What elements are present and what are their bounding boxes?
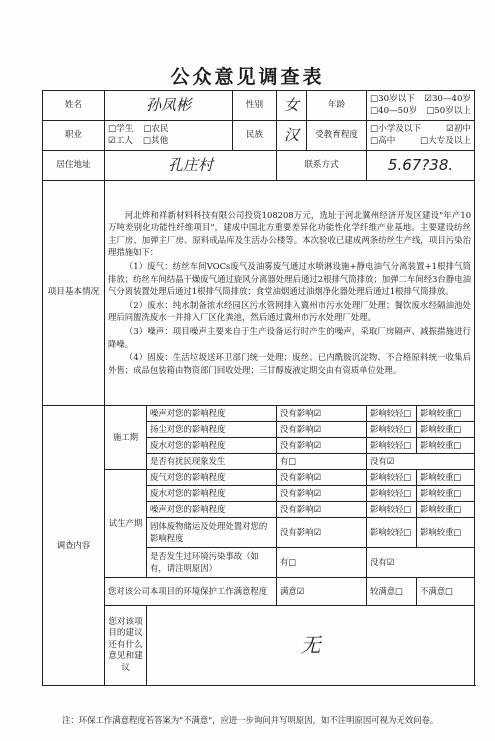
name-field[interactable]: 孙凤彬 [105, 91, 233, 121]
edu-option-primary[interactable]: □小学及以下 [370, 123, 422, 134]
question-cell: 固体废物储运及处理处置对您的影响程度 [147, 518, 277, 548]
question-cell: 废水对您的影响程度 [147, 486, 277, 502]
answer-option-none[interactable]: 没有影响☑ [277, 406, 367, 422]
answer-option-light[interactable]: 影响较轻□ [367, 470, 417, 486]
job-option-other[interactable]: □其他 [142, 135, 169, 146]
answer-option-heavy[interactable]: 影响较重□ [417, 422, 475, 438]
job-options[interactable] [105, 121, 233, 151]
trial-period-label: 试生产期 [105, 470, 147, 578]
satisfaction-option-unsatisfied[interactable]: 不满意□ [417, 578, 475, 606]
answer-option-none[interactable]: 没有影响☑ [277, 438, 367, 454]
job-option-student[interactable]: □学生 [108, 123, 134, 134]
answer-option-heavy[interactable]: 影响较重□ [417, 406, 475, 422]
footnote: 注：环保工作满意程度若答案为"不满意"，应进一步询问并写明原因，如不注明原因可视为无效问卷。 [62, 715, 439, 725]
project-paragraph: （3）噪声：项目噪声主要来自于生产设备运行时产生的噪声，采取厂房隔声、减振措施进行降噪。 [108, 326, 472, 349]
ethnic-field[interactable]: 汉 [277, 121, 307, 151]
edu-option-senior[interactable]: □高中 [370, 135, 396, 146]
name-label: 姓名 [43, 91, 105, 121]
answer-option-light[interactable]: 影响较轻□ [367, 502, 417, 518]
age-options[interactable] [367, 91, 475, 121]
edu-option-college[interactable]: □大专及以上 [419, 135, 472, 146]
survey-form [42, 90, 475, 686]
project-paragraph: （2）废水：纯水制备浓水经园区污水管网排入冀州市污水处理厂处理；餐饮废水经隔油池处理后同盥洗废水一并排入厂区化粪池，然后通过冀州市污水处理厂处理。 [108, 299, 472, 323]
answer-option-heavy[interactable]: 影响较重□ [417, 438, 475, 454]
answer-option-no[interactable]: 没有☑ [367, 548, 475, 578]
question-cell: 是否发生过环境污染事故（如有，请注明原因） [147, 548, 277, 578]
ethnic-label: 民族 [233, 121, 277, 151]
edu-option-junior[interactable]: ☑初中 [446, 123, 472, 134]
construction-period-label: 施工期 [105, 406, 147, 470]
age-label: 年龄 [307, 91, 367, 121]
answer-option-heavy[interactable]: 影响较重□ [417, 518, 475, 548]
answer-option-light[interactable]: 影响较轻□ [367, 438, 417, 454]
answer-option-heavy[interactable]: 影响较重□ [417, 470, 475, 486]
job-option-worker[interactable]: ☑工人 [108, 135, 133, 146]
question-cell: 扬尘对您的影响程度 [147, 422, 277, 438]
project-info-text [105, 181, 475, 406]
project-info-label: 项目基本情况 [43, 181, 105, 406]
age-option-under30[interactable]: □30岁以下 [370, 93, 415, 104]
question-cell: 废气对您的影响程度 [147, 470, 277, 486]
question-cell: 噪声对您的影响程度 [147, 406, 277, 422]
opinion-field[interactable]: 无 [147, 606, 475, 686]
answer-option-heavy[interactable]: 影响较重□ [417, 502, 475, 518]
contact-label: 联系方式 [277, 151, 367, 181]
job-option-farmer[interactable]: □农民 [143, 123, 169, 134]
answer-option-none[interactable]: 没有影响☑ [277, 518, 367, 548]
question-cell: 是否有扰民现象发生 [147, 454, 277, 470]
project-paragraph: （1）废气：纺丝车间VOCs废气及油雾废气通过水喷淋设施+静电油气分离装置+1根排气筒排放；纺丝车间结晶干燥废气通过旋风分离器处理后通过2根排气筒排放；加弹二车间经3台静电油气分离装置处理后通过1根排气筒排放；食堂油烟通过油烟净化器处理后通过1根排气筒排放。 [108, 260, 472, 297]
satisfaction-option-fair[interactable]: 较满意□ [367, 578, 417, 606]
satisfaction-question: 您对该公司本项目的环境保护工作满意程度 [105, 578, 277, 606]
gender-label: 性别 [233, 91, 277, 121]
project-paragraph: 河北烨和祥新材料科技有限公司投资108208万元，选址于河北冀州经济开发区建设"年产10万吨差别化功能性纤维项目"，建成中国北方重要差异化功能性化学纤维产业基地。主要建设纺丝主厂房、加弹主厂房、原料成品库及生活办公楼等。本次验收已建成两条纺丝生产线，项目污染治理措施如下： [108, 209, 472, 258]
education-options[interactable] [367, 121, 475, 151]
answer-option-no[interactable]: 没有☑ [367, 454, 475, 470]
job-label: 职业 [43, 121, 105, 151]
education-label: 受教育程度 [307, 121, 367, 151]
opinion-label: 您对该项目的建议还有什么意见和建议 [105, 606, 147, 686]
project-paragraph: （4）固废：生活垃圾送环卫部门统一处理；废丝、已内酰胺沉淀物、不合格原料统一收集后外售；成品包装箱由物资部门回收处理；三甘醇废液定期交由有资质单位处理。 [108, 352, 472, 375]
satisfaction-option-satisfied[interactable]: 满意☑ [277, 578, 367, 606]
address-label: 居住地址 [43, 151, 105, 181]
answer-option-none[interactable]: 没有影响☑ [277, 486, 367, 502]
answer-option-none[interactable]: 没有影响☑ [277, 502, 367, 518]
answer-option-yes[interactable]: 有□ [277, 548, 367, 578]
question-cell: 噪声对您的影响程度 [147, 502, 277, 518]
answer-option-none[interactable]: 没有影响☑ [277, 470, 367, 486]
question-cell: 废水对您的影响程度 [147, 438, 277, 454]
survey-content-label: 调查内容 [43, 406, 105, 686]
answer-option-none[interactable]: 没有影响☑ [277, 422, 367, 438]
answer-option-light[interactable]: 影响较轻□ [367, 406, 417, 422]
answer-option-yes[interactable]: 有□ [277, 454, 367, 470]
page-title: 公众意见调查表 [170, 66, 325, 88]
gender-field[interactable]: 女 [277, 91, 307, 121]
answer-option-light[interactable]: 影响较轻□ [367, 518, 417, 548]
answer-option-light[interactable]: 影响较轻□ [367, 422, 417, 438]
address-field[interactable]: 孔庄村 [105, 151, 277, 181]
age-option-40-50[interactable]: □40—50岁 [370, 105, 418, 116]
age-option-30-40[interactable]: ☑30—40岁 [424, 93, 472, 104]
answer-option-heavy[interactable]: 影响较重□ [417, 486, 475, 502]
answer-option-light[interactable]: 影响较轻□ [367, 486, 417, 502]
contact-field[interactable]: 5.67?38. [367, 151, 475, 181]
age-option-over50[interactable]: □50岁以上 [426, 105, 472, 116]
